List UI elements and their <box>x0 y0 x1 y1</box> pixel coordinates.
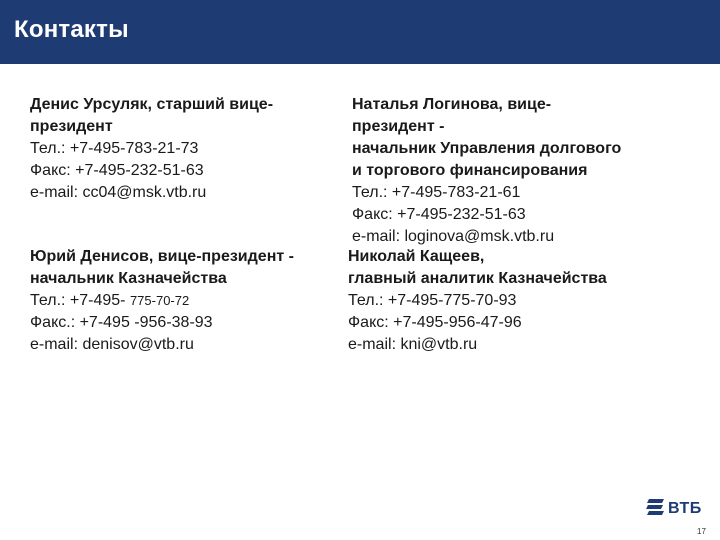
title-bar <box>0 0 720 64</box>
vtb-logo-text: ВТБ <box>668 500 702 517</box>
contact-card-kashcheev <box>348 246 607 356</box>
contact-card-ursulyak <box>30 94 273 204</box>
contact-phone: Тел.: +7-495-783-21-61 <box>352 184 521 201</box>
contact-fax: Факс: +7-495-956-47-96 <box>348 314 522 331</box>
page-number: 17 <box>697 527 706 536</box>
contact-phone <box>30 290 294 312</box>
contact-name-continued: президент <box>30 118 113 135</box>
contact-email: e-mail: denisov@vtb.ru <box>30 336 194 353</box>
contact-role-continued: и торгового финансирования <box>352 162 588 179</box>
contact-name: Денис Урсуляк, старший вице- <box>30 96 274 113</box>
contact-email: e-mail: cc04@msk.vtb.ru <box>30 184 207 201</box>
contact-card-loginova <box>352 94 621 248</box>
page-title: Контакты <box>14 16 129 43</box>
contact-email: e-mail: loginova@msk.vtb.ru <box>352 228 555 245</box>
contact-role: главный аналитик Казначейства <box>348 270 607 287</box>
contact-name: Николай Кащеев, <box>348 248 485 265</box>
contact-role: начальник Казначейства <box>30 270 227 287</box>
contact-card-denisov <box>30 246 294 356</box>
contact-phone: Тел.: +7-495-775-70-93 <box>348 292 517 309</box>
contact-email: e-mail: kni@vtb.ru <box>348 336 478 353</box>
contact-name: Наталья Логинова, вице- <box>352 96 552 113</box>
contact-name-continued: президент - <box>352 118 445 135</box>
vtb-logo <box>646 497 708 519</box>
contact-fax: Факс: +7-495-232-51-63 <box>30 162 204 179</box>
contact-fax: Факс: +7-495-232-51-63 <box>352 206 526 223</box>
contact-phone: Тел.: +7-495-783-21-73 <box>30 140 199 157</box>
contact-fax: Факс.: +7-495 -956-38-93 <box>30 314 213 331</box>
vtb-logo-icon <box>646 497 666 517</box>
contact-role: начальник Управления долгового <box>352 140 622 157</box>
contact-phone-prefix: Тел.: +7-495- <box>30 292 130 309</box>
contact-phone-number: 775-70-72 <box>129 293 190 308</box>
contact-name: Юрий Денисов, вице-президент - <box>30 248 294 265</box>
